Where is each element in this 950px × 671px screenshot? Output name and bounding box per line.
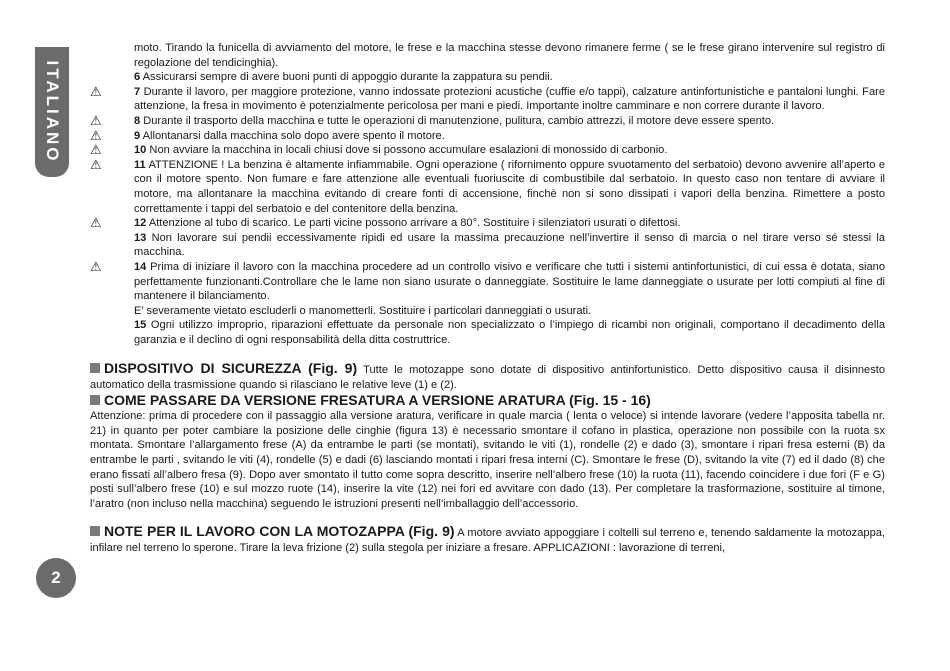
warning-triangle-icon: ⚠	[90, 156, 102, 172]
warning-triangle-icon: ⚠	[90, 127, 102, 143]
rule-number: 7	[134, 85, 141, 98]
section-conversion	[90, 393, 885, 512]
rule-text: Allontanarsi dalla macchina solo dopo avere spento il motore.	[140, 129, 445, 142]
rule-text: Durante il trasporto della macchina e tutte le operazioni di manutenzione, pulitura, cambio attrezzi, il motore deve essere spento.	[140, 114, 775, 127]
section-work-notes	[90, 524, 885, 555]
rule-text: Assicurarsi sempre di avere buoni punti di appoggio durante la zappatura su pendii.	[140, 71, 553, 84]
page-content	[90, 41, 885, 556]
rule-text: moto. Tirando la funicella di avviamento del motore, le frese e la macchina stesse devono rimanere ferme ( se le frese girano intervenire sul registro di regolazione del tendicinghia).	[134, 42, 885, 69]
safety-rule-item	[90, 70, 885, 85]
page-number: 2	[36, 558, 76, 598]
rule-number: 10	[134, 144, 147, 157]
section-safety-device	[90, 361, 885, 392]
safety-rule-item	[90, 318, 885, 347]
safety-rule-item	[90, 114, 885, 129]
rule-text: ATTENZIONE ! La benzina è altamente infiammabile. Ogni operazione ( rifornimento oppure svuotamento del serbatoio) devono avvenire all’aperto e con il motore spento. Non fumare e fare attenzione alle eventuali fuoriuscite di combustibile dal serbatoio. In questo caso non tentare di avviare il motore, ma allontanare la macchina evitando di creare fonti di accensione, finchè non si sono dissipati i vapori della benzina. Rimettere a posto correttamente i tappi del serbatoio e del contenitore della benzina.	[134, 158, 885, 215]
rule-text: Non lavorare sui pendii eccessivamente ripidi ed usare la massima precauzione nell’invertire il senso di marcia o nel tirare verso sé stessi la macchina.	[134, 231, 885, 259]
section-text: Attenzione: prima di procedere con il passaggio alla versione aratura, verificare in quale marcia ( lenta o veloce) si intende lavorare (vedere l’apposita tabella nr. 21) in quanto per poter cambiare la posizione delle cinghie (figura 13) è necessario smontare il cofano in plastica, operazione non possibile con la ruota sx montata. Smontare l’allargamento frese (A) da entrambe le parti (se montati), svitando le viti (1), rondelle (2) e dado (3), smontare i ripari fresa esterni (B) da entrambe le parti , svitando le viti (4), rondelle (5) e dadi (6) lasciando montati i ripari fresa interni (C). Smontare le frese (D), svitando la vite (7) ed il dado (8) che erano fissati all’albero fresa (9). Dopo aver smontato il tutto come sopra descritto, inserire nell’albero frese (10) la ruota (11), facendo coincidere i due fori (F e G) posti sull’albero frese (10) e sul mozzo ruote (14), inserire la vite (12) nei fori ed avvitare con dado (13). Per completare la trasformazione, sostituire al timone, l’aratro (non incluso nella macchina) seguendo le istruzioni presenti nell’imballaggio dell’accessorio.	[90, 410, 885, 510]
rule-text: Non avviare la macchina in locali chiusi dove si possono accumulare esalazioni di monossido di carbonio.	[146, 144, 668, 157]
square-bullet-icon	[90, 526, 100, 536]
section-title: COME PASSARE DA VERSIONE FRESATURA A VERSIONE ARATURA (Fig. 15 - 16)	[104, 391, 651, 408]
rule-number: 14	[134, 260, 147, 273]
section-text: A motore avviato appoggiare i coltelli sul terreno e, tenendo saldamente la motozappa, infilare nel terreno lo sperone. Tirare la leva frizione (2) sulla stegola per iniziare a fresare. APPLICAZIONI : lavorazione di terreni,	[90, 527, 885, 554]
safety-rule-item	[90, 304, 885, 319]
warning-triangle-icon: ⚠	[90, 112, 102, 128]
rule-text: Ogni utilizzo improprio, riparazioni effettuate da personale non specializzato o l’impiego di ricambi non originali, comportano il decadimento della garanzia e il declino di ogni responsabilità della ditta costruttrice.	[134, 319, 885, 346]
safety-rule-item	[90, 129, 885, 144]
safety-rule-item	[90, 143, 885, 158]
rule-text: E’ severamente vietato escluderli o manometterli. Sostituire i particolari danneggiati o usurati.	[134, 304, 592, 317]
safety-rule-item	[90, 216, 885, 231]
safety-rule-item	[90, 158, 885, 216]
rule-number: 9	[134, 129, 141, 142]
warning-triangle-icon: ⚠	[90, 258, 102, 274]
rule-number: 11	[134, 158, 146, 171]
safety-rule-item	[90, 41, 885, 70]
warning-triangle-icon: ⚠	[90, 83, 102, 99]
warning-triangle-icon: ⚠	[90, 215, 102, 231]
square-bullet-icon	[90, 395, 100, 405]
safety-rule-item	[90, 260, 885, 304]
square-bullet-icon	[90, 363, 100, 373]
rule-number: 8	[134, 114, 141, 127]
section-title: DISPOSITIVO DI SICUREZZA (Fig. 9)	[104, 360, 358, 377]
rule-number: 6	[134, 71, 141, 84]
language-label: ITALIANO	[43, 60, 62, 164]
safety-rule-item	[90, 231, 885, 260]
section-title: NOTE PER IL LAVORO CON LA MOTOZAPPA (Fig. 9)	[104, 523, 455, 540]
rule-number: 15	[134, 319, 147, 332]
section-text: Tutte le motozappe sono dotate di dispositivo antinfortunistico. Detto dispositivo causa il disinnesto automatico della trasmissione quando si rilasciano le relative leve (1) e (2).	[90, 364, 886, 392]
safety-rule-item	[90, 85, 885, 114]
rule-number: 13	[134, 231, 147, 244]
language-tab	[35, 47, 69, 177]
rule-text: Attenzione al tubo di scarico. Le parti vicine possono arrivare a 80°. Sostituire i silenziatori usurati o difettosi.	[146, 217, 681, 230]
warning-triangle-icon: ⚠	[90, 142, 102, 158]
rule-text: Durante il lavoro, per maggiore protezione, vanno indossate protezioni acustiche (cuffie e/o tappi), calzature antinfortunistiche e pantaloni lunghi. Fare attenzione, la fresa in movimento è potenzialmente pericolosa per mani e piedi. Importante inoltre camminare e non correre durante il lavoro.	[134, 85, 885, 113]
rule-number: 12	[134, 217, 147, 230]
safety-rules-list	[90, 41, 885, 347]
rule-text: Prima di iniziare il lavoro con la macchina procedere ad un controllo visivo e verificare che tutti i sistemi antinfortunistici, di cui essa è dotata, siano perfettamente funzionanti.Controllare che le lame non siano usurate o danneggiate. Sostituire le lame danneggiate o usurate per lotti compiuti al fine di mantenere il bilanciamento.	[134, 260, 885, 303]
